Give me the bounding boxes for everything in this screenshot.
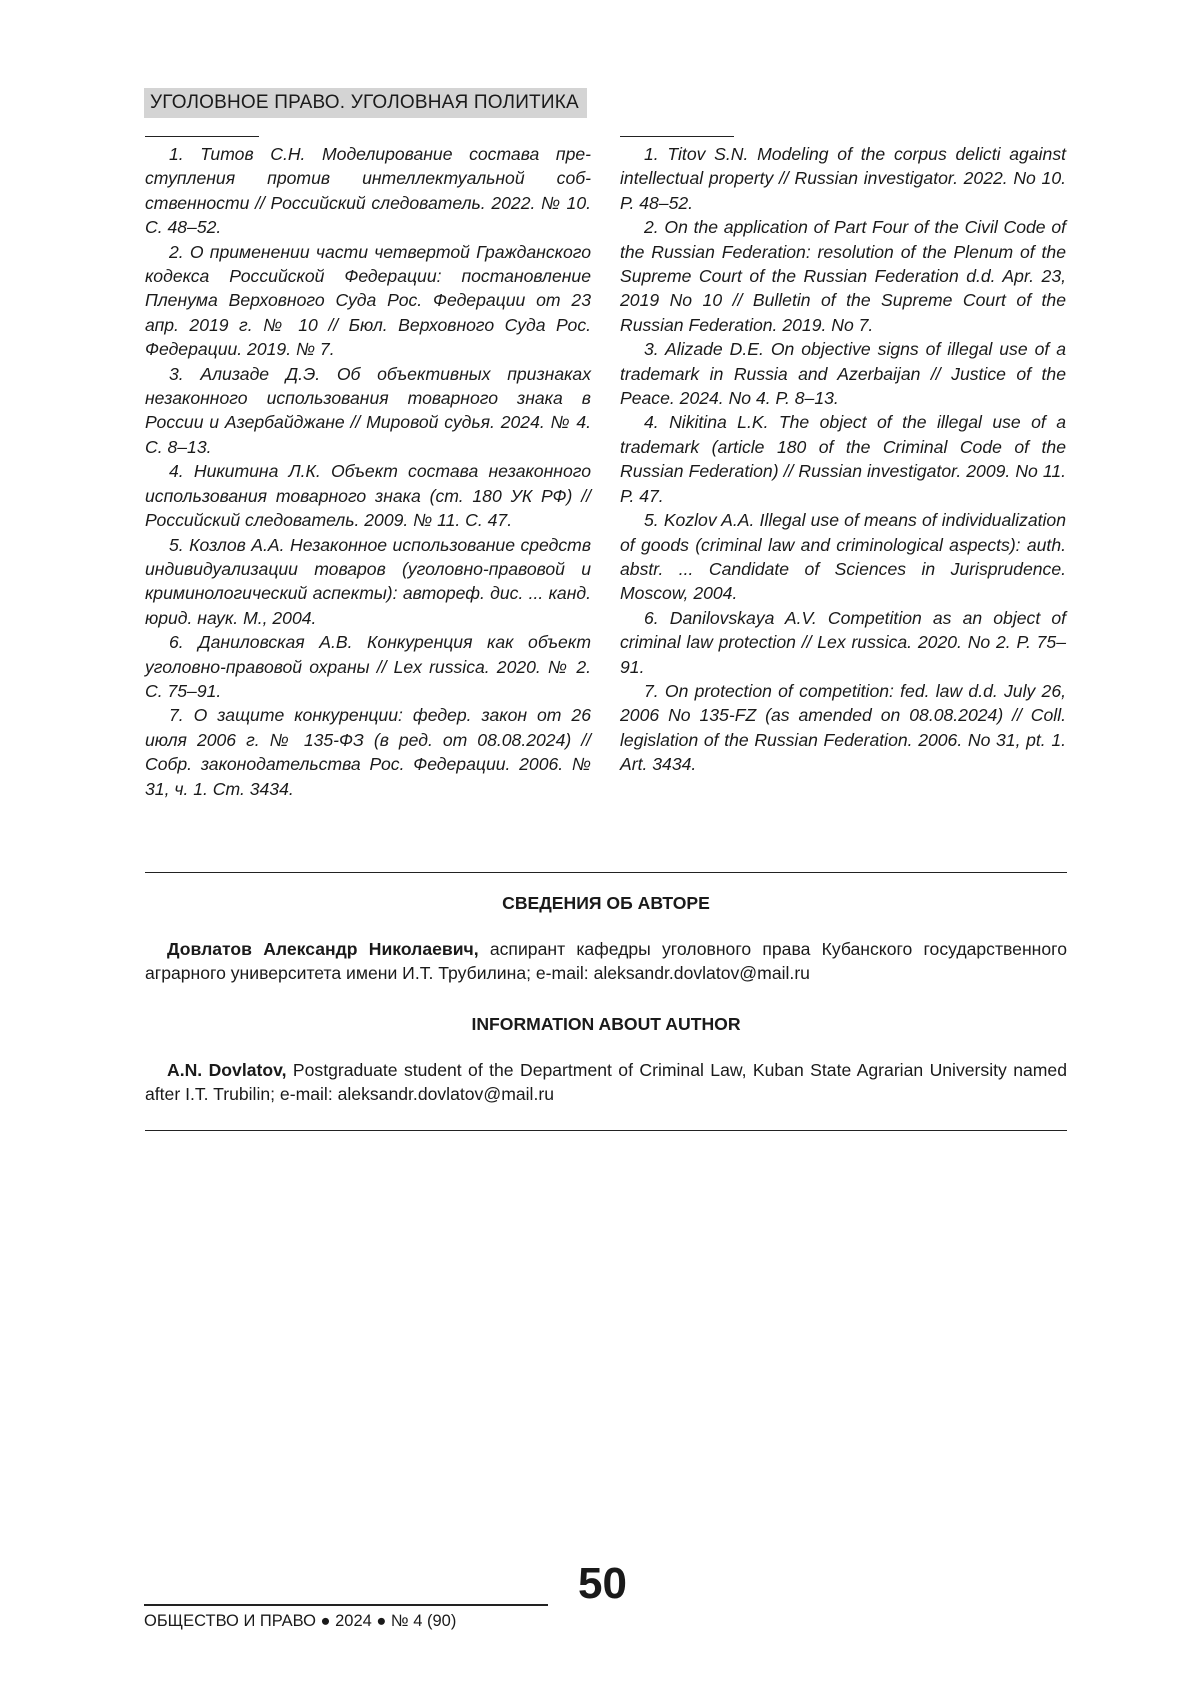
running-title: УГОЛОВНОЕ ПРАВО. УГОЛОВНАЯ ПОЛИТИКА (144, 88, 587, 118)
journal-footer: ОБЩЕСТВО И ПРАВО ● 2024 ● № 4 (90) (144, 1610, 456, 1632)
author-details-en: Postgraduate student of the Department of Criminal Law, Kuban State Agrarian University named after I.T. Trubilin; e-mail: aleksandr.dovlatov@mail.ru (145, 1060, 1067, 1104)
reference-item: 3. Alizade D.E. On objective signs of illegal use of a trademark in Russia and Azerbaijan // Justice of the Peace. 2024. No 4. P. 8–13. (620, 337, 1066, 410)
reference-item: 6. Danilovskaya A.V. Competition as an object of criminal law protection // Lex russica. 2020. No 2. P. 75–91. (620, 606, 1066, 679)
references-divider (620, 136, 734, 137)
reference-item: 7. On protection of competition: fed. law d.d. July 26, 2006 No 135-FZ (as amended on 08.08.2024) // Coll. legislation of the Russian Federation. 2006. No 31, pt. 1. Art. 3434. (620, 679, 1066, 777)
reference-item: 7. О защите конкуренции: федер. за­кон от 26 июля 2006 г. № 135-ФЗ (в ред. от 08.08.2024) // Собр. законодательства Рос. Федерации. 2006. № 31, ч. 1. Ст. 3434. (145, 703, 591, 801)
reference-item: 4. Nikitina L.K. The object of the illegal use of a trademark (article 180 of the Criminal Code of the Russian Federation) // Russian investigator. 2009. No 11. P. 47. (620, 410, 1066, 508)
author-heading-en: INFORMATION ABOUT AUTHOR (145, 1012, 1067, 1036)
author-section-top-rule (145, 872, 1067, 873)
references-column-en (620, 136, 1066, 777)
footer-rule (144, 1604, 548, 1606)
author-info-en (145, 1058, 1067, 1107)
author-info-ru (145, 937, 1067, 986)
page-number: 50 (578, 1556, 627, 1612)
author-section-bottom-rule (145, 1130, 1067, 1131)
reference-item: 6. Даниловская А.В. Конкуренция как объ­ект уголовно-правовой охраны // Lex russica. 2020. № 2. С. 75–91. (145, 630, 591, 703)
references-list-ru (145, 142, 591, 801)
references-list-en (620, 142, 1066, 777)
references-divider (145, 136, 259, 137)
reference-item: 1. Titov S.N. Modeling of the corpus delicti against intellectual property // Russian investigator. 2022. No 10. P. 48–52. (620, 142, 1066, 215)
reference-item: 3. Ализаде Д.Э. Об объективных признаках незаконного использования товарного знака в России и Азербайджане // Мировой судья. 2024. № 4. С. 8–13. (145, 362, 591, 460)
reference-item: 1. Титов С.Н. Моделирование состава пре­ступления против интеллектуальной соб­ственности // Российский следователь. 2022. № 10. С. 48–52. (145, 142, 591, 240)
author-name-en: A.N. Dovlatov, (167, 1060, 286, 1080)
reference-item: 2. On the application of Part Four of the Civil Code of the Russian Federation: resolution of the Plenum of the Supreme Court of the Russian Federation d.d. Apr. 23, 2019 No 10 // Bulletin of the Supreme Court of the Russian Federation. 2019. No 7. (620, 215, 1066, 337)
author-name-ru: Довлатов Александр Николаевич, (167, 939, 479, 959)
reference-item: 4. Никитина Л.К. Объект состава незакон­ного использования товарного знака (ст. 180 УК РФ) // Российский следователь. 2009. № 11. С. 47. (145, 459, 591, 532)
author-details-ru: аспирант кафедры уголовного права Кубанского государственного аграрного университета имени И.Т. Трубилина; e-mail: aleksandr.dovlatov@mail.ru (145, 939, 1067, 983)
reference-item: 5. Козлов А.А. Незаконное использование средств индивидуализации товаров (уголов­но-правовой и криминологический аспекты): автореф. дис. ... канд. юрид. наук. М., 2004. (145, 533, 591, 631)
references-column-ru (145, 136, 591, 801)
author-heading-ru: СВЕДЕНИЯ ОБ АВТОРЕ (145, 891, 1067, 915)
reference-item: 5. Kozlov A.A. Illegal use of means of individualization of goods (criminal law and criminological aspects): auth. abstr. ... Candidate of Sciences in Jurisprudence. Moscow, 2004. (620, 508, 1066, 606)
reference-item: 2. О применении части четвертой Граж­данского кодекса Российской Федерации: по­становление Пленума Верховного Суда Рос. Федерации от 23 апр. 2019 г. № 10 // Бюл. Верховного Суда Рос. Федерации. 2019. № 7. (145, 240, 591, 362)
